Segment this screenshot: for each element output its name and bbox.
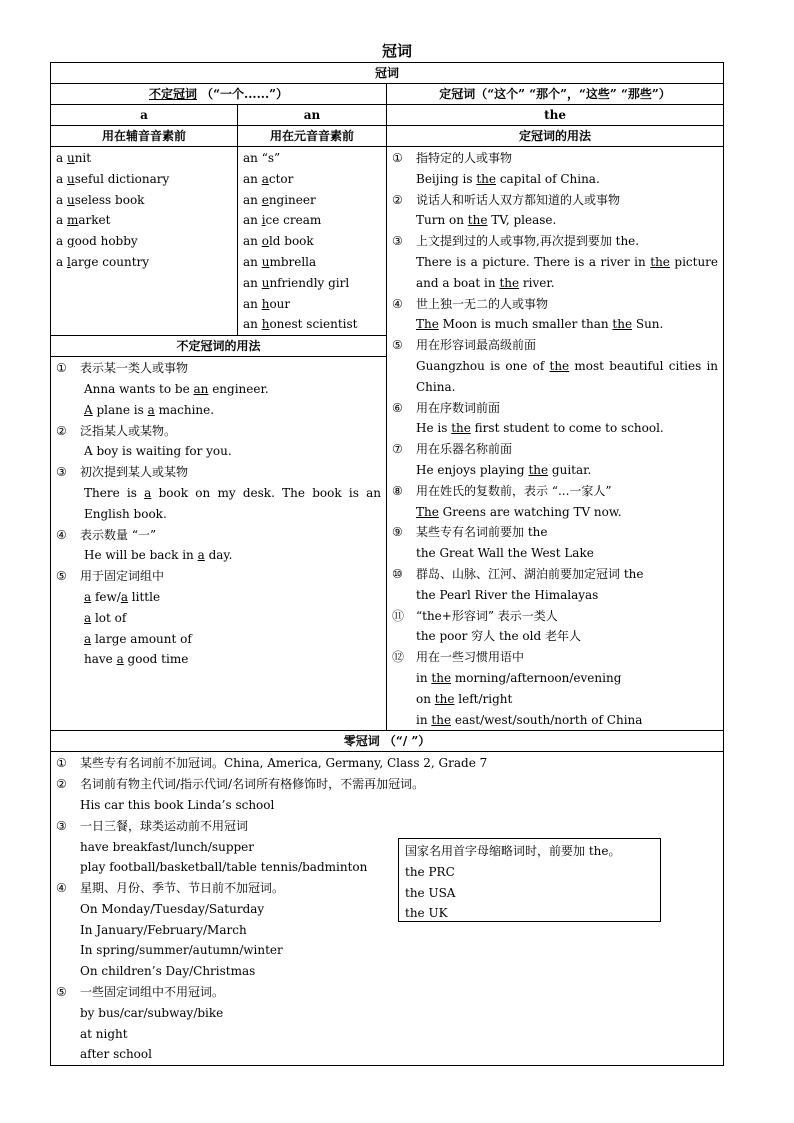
text-segment: on xyxy=(416,691,435,706)
text-segment: machine. xyxy=(154,402,215,417)
a-examples-cell xyxy=(51,147,238,336)
definite-usage-item xyxy=(392,564,718,585)
page-title: 冠词 xyxy=(381,42,412,60)
usage-title: 指特定的人或事物 xyxy=(416,151,513,165)
usage-number: ② xyxy=(56,423,67,438)
usage-title: 一日三餐，球类运动前不用冠词 xyxy=(80,818,249,833)
a-label: a xyxy=(51,105,238,126)
usage-title: 上文提到过的人或事物,再次提到要加 the. xyxy=(416,234,640,249)
usage-example xyxy=(392,460,718,481)
an-example xyxy=(243,252,381,273)
usage-example xyxy=(392,314,718,335)
indefinite-header xyxy=(51,84,387,105)
definite-usage-item xyxy=(392,231,718,252)
text-segment: a xyxy=(56,254,67,269)
text-segment: ld book xyxy=(268,234,314,249)
text-segment: a xyxy=(56,151,67,165)
underlined-word: the xyxy=(650,254,670,269)
indefinite-usage-item xyxy=(56,525,381,546)
zero-usage-item xyxy=(56,753,718,774)
usage-example xyxy=(392,418,718,439)
definite-usage-item xyxy=(392,190,718,211)
usage-title: 一些固定词组中不用冠词。 xyxy=(80,985,225,1000)
usage-number: ⑨ xyxy=(392,525,403,540)
text-segment: a xyxy=(56,213,67,228)
usage-number: ④ xyxy=(392,296,403,311)
usage-title: 某些专有名词前不加冠词。China, America, Germany, Class 2, Grade 7 xyxy=(80,756,488,771)
usage-example xyxy=(56,629,381,650)
text-segment: nfriendly girl xyxy=(269,275,350,290)
underlined-word: The xyxy=(416,317,439,332)
an-examples-list xyxy=(238,147,386,335)
text-segment: an xyxy=(243,317,262,332)
usage-title: 用在乐器名称前面 xyxy=(416,442,513,457)
text-segment: arket xyxy=(78,213,111,228)
text-segment: Anna wants to be xyxy=(84,382,194,396)
a-example xyxy=(56,252,232,273)
definite-usage-item xyxy=(392,294,718,315)
note-item: the USA xyxy=(405,885,456,900)
an-example xyxy=(243,294,381,315)
an-example xyxy=(243,148,381,169)
underlined-word: u xyxy=(66,192,75,207)
note-items xyxy=(405,862,654,924)
text-segment: a xyxy=(56,234,67,249)
text-segment: arge country xyxy=(70,254,150,269)
text-segment: seless book xyxy=(74,192,145,207)
text-segment: large amount of xyxy=(91,631,192,646)
usage-number: ③ xyxy=(56,465,67,480)
text-segment: an xyxy=(243,213,262,228)
text-segment: a xyxy=(56,192,67,207)
usage-example: have breakfast/lunch/supper xyxy=(80,839,255,854)
a-example xyxy=(56,190,232,211)
usage-example xyxy=(56,400,381,421)
a-example xyxy=(56,148,232,169)
indefinite-usage-item xyxy=(56,358,381,379)
usage-example: In spring/summer/autumn/winter xyxy=(80,943,283,958)
underlined-word: a xyxy=(197,548,205,563)
text-segment: an “s” xyxy=(243,151,281,165)
text-segment: He enjoys playing xyxy=(416,462,529,477)
usage-example xyxy=(392,689,718,710)
text-segment: the poor 穷人 the old 老年人 xyxy=(416,629,581,644)
text-segment: an xyxy=(243,275,262,290)
text-segment: Moon is much smaller than xyxy=(438,317,613,332)
usage-example xyxy=(392,710,718,731)
usage-number: ① xyxy=(56,756,67,771)
zero-header: 零冠词 （“/ ”） xyxy=(51,731,724,752)
usage-number: ⑧ xyxy=(392,483,403,498)
usage-example xyxy=(392,502,718,523)
usage-number: ⑥ xyxy=(392,400,403,415)
an-example xyxy=(243,273,381,294)
text-segment: morning/afternoon/evening xyxy=(451,670,622,685)
underlined-word: g xyxy=(66,234,75,249)
text-segment: seful dictionary xyxy=(74,171,170,186)
underlined-word: The xyxy=(416,504,439,519)
indefinite-usage-cell xyxy=(51,357,387,731)
text-segment: first student to come to school. xyxy=(470,421,664,436)
underlined-word: A xyxy=(84,402,93,417)
note-item: the PRC xyxy=(405,864,455,879)
usage-title: 某些专有名词前要加 the xyxy=(416,525,548,540)
text-segment: our xyxy=(269,296,291,311)
usage-example xyxy=(56,545,381,566)
underlined-word: the xyxy=(549,358,570,373)
underlined-word: an xyxy=(193,382,209,396)
underlined-word: the xyxy=(476,171,497,186)
definite-usage-item xyxy=(392,481,718,502)
a-example xyxy=(56,210,232,231)
indefinite-usage-title: 不定冠词的用法 xyxy=(51,336,387,357)
underlined-word: u xyxy=(261,275,270,290)
usage-example xyxy=(392,169,718,190)
zero-usage-item xyxy=(56,774,718,795)
usage-example xyxy=(392,543,718,564)
indefinite-usage-item xyxy=(56,462,381,483)
underlined-word: the xyxy=(451,421,471,436)
text-segment: picture and a boat in xyxy=(416,254,719,290)
text-segment: mbrella xyxy=(269,254,317,269)
text-segment: an xyxy=(243,171,262,186)
text-segment: an xyxy=(243,296,262,311)
usage-example xyxy=(56,608,381,629)
text-segment: in xyxy=(416,670,432,685)
underlined-word: the xyxy=(431,670,452,685)
zero-usage-item xyxy=(56,816,718,837)
usage-title: 用在序数词前面 xyxy=(416,400,501,415)
a-rule: 用在辅音音素前 xyxy=(51,126,238,147)
underlined-word: u xyxy=(261,254,270,269)
usage-number: ③ xyxy=(392,234,403,249)
note-title: 国家名用首字母缩略词时，前要加 the。 xyxy=(405,844,621,858)
underlined-word: h xyxy=(261,296,270,311)
underlined-word: a xyxy=(147,402,155,417)
text-segment: He is xyxy=(416,421,452,436)
definite-usage-item xyxy=(392,522,718,543)
underlined-word: l xyxy=(66,254,71,269)
usage-example xyxy=(392,252,718,294)
an-rule: 用在元音音素前 xyxy=(238,126,387,147)
text-segment: TV, please. xyxy=(487,213,557,228)
text-segment: book on my desk. The book is an English book. xyxy=(84,485,381,521)
a-example xyxy=(56,231,232,252)
underlined-word: the xyxy=(467,213,488,228)
usage-example: On Monday/Tuesday/Saturday xyxy=(80,901,265,916)
underlined-word: the xyxy=(499,275,520,290)
definite-usage-item xyxy=(392,647,718,668)
usage-example: His car this book Linda’s school xyxy=(80,797,275,812)
underlined-word: m xyxy=(66,213,79,228)
definite-usage-list xyxy=(387,147,723,730)
usage-example: after school xyxy=(80,1047,152,1062)
text-segment: There is xyxy=(84,485,145,500)
usage-title: 世上独一无二的人或事物 xyxy=(416,296,549,311)
usage-example: at night xyxy=(80,1026,128,1041)
zero-usage-item xyxy=(56,982,718,1003)
definite-usage-item xyxy=(392,335,718,356)
indefinite-usage-item xyxy=(56,421,381,442)
an-examples-cell xyxy=(238,147,387,336)
note-item: the UK xyxy=(405,906,448,921)
text-segment: most beautiful cities in China. xyxy=(416,358,719,394)
text-segment: few/ xyxy=(91,589,121,604)
usage-title: 用在姓氏的复数前，表示 “...一家人” xyxy=(416,483,612,498)
underlined-word: a xyxy=(84,631,92,646)
text-segment: There is a picture. There is a river in xyxy=(416,254,651,269)
indefinite-usage-item xyxy=(56,566,381,587)
underlined-word: a xyxy=(120,589,128,604)
underlined-word: the xyxy=(612,317,633,332)
underlined-word: a xyxy=(84,589,92,604)
an-example xyxy=(243,210,381,231)
text-segment: nit xyxy=(74,151,92,165)
text-segment: river. xyxy=(519,275,555,290)
usage-title: 群岛、山脉、江河、湖泊前要加定冠词 the xyxy=(416,566,644,581)
usage-example xyxy=(392,585,718,606)
underlined-word: i xyxy=(261,213,266,228)
the-label: the xyxy=(387,105,724,126)
a-examples-list xyxy=(51,147,237,273)
usage-example xyxy=(392,210,718,231)
table-header-title: 冠词 xyxy=(51,63,724,84)
text-segment: the Pearl River the Himalayas xyxy=(416,587,599,602)
an-label: an xyxy=(238,105,387,126)
an-example xyxy=(243,231,381,252)
a-example xyxy=(56,169,232,190)
text-segment: onest scientist xyxy=(269,317,358,332)
text-segment: He will be back in xyxy=(84,548,198,563)
usage-number: ⑤ xyxy=(56,985,67,1000)
usage-example xyxy=(56,587,381,608)
underlined-word: a xyxy=(261,171,269,186)
usage-title: 用于固定词组中 xyxy=(80,569,165,584)
indefinite-title-note: （“一个......”） xyxy=(201,87,289,101)
usage-title: 表示某一类人或事物 xyxy=(80,361,189,376)
usage-example: On children’s Day/Christmas xyxy=(80,964,256,979)
an-example xyxy=(243,190,381,211)
usage-title: 星期、月份、季节、节日前不加冠词。 xyxy=(80,881,285,896)
text-segment: Beijing is xyxy=(416,171,477,186)
usage-number: ④ xyxy=(56,881,67,896)
text-segment: guitar. xyxy=(548,462,592,477)
usage-example: play football/basketball/table tennis/badminton xyxy=(80,860,368,875)
usage-example xyxy=(56,441,381,462)
definite-usage-item xyxy=(392,439,718,460)
definite-usage-item xyxy=(392,606,718,627)
text-segment: ngineer xyxy=(268,192,316,207)
underlined-word: u xyxy=(66,171,75,186)
underlined-word: u xyxy=(66,151,75,165)
usage-number: ② xyxy=(392,192,403,207)
indefinite-title: 不定冠词 xyxy=(148,87,197,101)
text-segment: the Great Wall the West Lake xyxy=(416,546,594,561)
usage-example xyxy=(56,483,381,525)
text-segment: a xyxy=(56,171,67,186)
underlined-word: e xyxy=(261,192,269,207)
definite-usage-cell xyxy=(387,147,724,731)
text-segment: Sun. xyxy=(632,317,664,332)
usage-example xyxy=(56,379,381,400)
usage-title: 用在形容词最高级前面 xyxy=(416,338,537,353)
text-segment: lot of xyxy=(91,610,127,625)
text-segment: plane is xyxy=(92,402,148,417)
usage-example xyxy=(56,649,381,670)
underlined-word: o xyxy=(261,234,269,249)
usage-title: 初次提到某人或某物 xyxy=(80,465,189,480)
usage-number: ⑫ xyxy=(392,650,405,665)
text-segment: an xyxy=(243,254,262,269)
underlined-word: h xyxy=(261,317,270,332)
text-segment: day. xyxy=(204,548,233,563)
an-example xyxy=(243,169,381,190)
usage-number: ② xyxy=(56,777,67,792)
indefinite-usage-list xyxy=(51,357,386,670)
usage-number: ⑦ xyxy=(392,442,403,457)
usage-title: 用在一些习惯用语中 xyxy=(416,650,525,665)
usage-number: ⑤ xyxy=(392,338,403,353)
usage-example xyxy=(392,626,718,647)
usage-example: by bus/car/subway/bike xyxy=(80,1005,224,1020)
text-segment: little xyxy=(127,589,161,604)
underlined-word: a xyxy=(116,652,124,667)
text-segment: ctor xyxy=(268,171,294,186)
usage-example: In January/February/March xyxy=(80,922,247,937)
text-segment: A boy is waiting for you. xyxy=(84,444,232,459)
usage-title: 名词前有物主代词/指示代词/名词所有格修饰时，不需再加冠词。 xyxy=(80,777,425,792)
definite-usage-item xyxy=(392,148,718,169)
text-segment: good time xyxy=(123,652,189,667)
usage-title: “the+形容词” 表示一类人 xyxy=(416,608,558,623)
usage-number: ③ xyxy=(56,818,67,833)
usage-number: ⑤ xyxy=(56,569,67,584)
country-abbreviation-note xyxy=(398,838,661,922)
definite-usage-title: 定冠词的用法 xyxy=(387,126,724,147)
definite-usage-item xyxy=(392,398,718,419)
usage-number: ① xyxy=(56,361,67,376)
usage-number: ① xyxy=(392,151,403,165)
usage-title: 表示数量 “一” xyxy=(80,527,157,542)
underlined-word: a xyxy=(144,485,152,500)
usage-number: ④ xyxy=(56,527,67,542)
underlined-word: the xyxy=(434,691,455,706)
usage-title: 说话人和听话人双方都知道的人或事物 xyxy=(416,192,621,207)
usage-number: ⑩ xyxy=(392,566,403,581)
usage-title: 泛指某人或某物。 xyxy=(80,423,177,438)
usage-example xyxy=(392,668,718,689)
usage-number: ⑪ xyxy=(392,608,405,623)
definite-header: 定冠词（“这个” “那个”，“这些” “那些”） xyxy=(387,84,724,105)
underlined-word: the xyxy=(431,712,452,727)
text-segment: Greens are watching TV now. xyxy=(438,504,622,519)
text-segment: engineer. xyxy=(208,382,269,396)
an-example xyxy=(243,314,381,335)
text-segment: ood hobby xyxy=(74,234,138,249)
text-segment: in xyxy=(416,712,432,727)
text-segment: ce cream xyxy=(265,213,322,228)
text-segment: Guangzhou is one of xyxy=(416,358,550,373)
usage-example xyxy=(392,356,718,398)
underlined-word: the xyxy=(528,462,549,477)
text-segment: Turn on xyxy=(416,213,468,228)
text-segment: an xyxy=(243,192,262,207)
text-segment: have xyxy=(84,652,117,667)
text-segment: left/right xyxy=(454,691,513,706)
text-segment: an xyxy=(243,234,262,249)
underlined-word: a xyxy=(84,610,92,625)
text-segment: east/west/south/north of China xyxy=(451,712,643,727)
text-segment: capital of China. xyxy=(496,171,600,186)
